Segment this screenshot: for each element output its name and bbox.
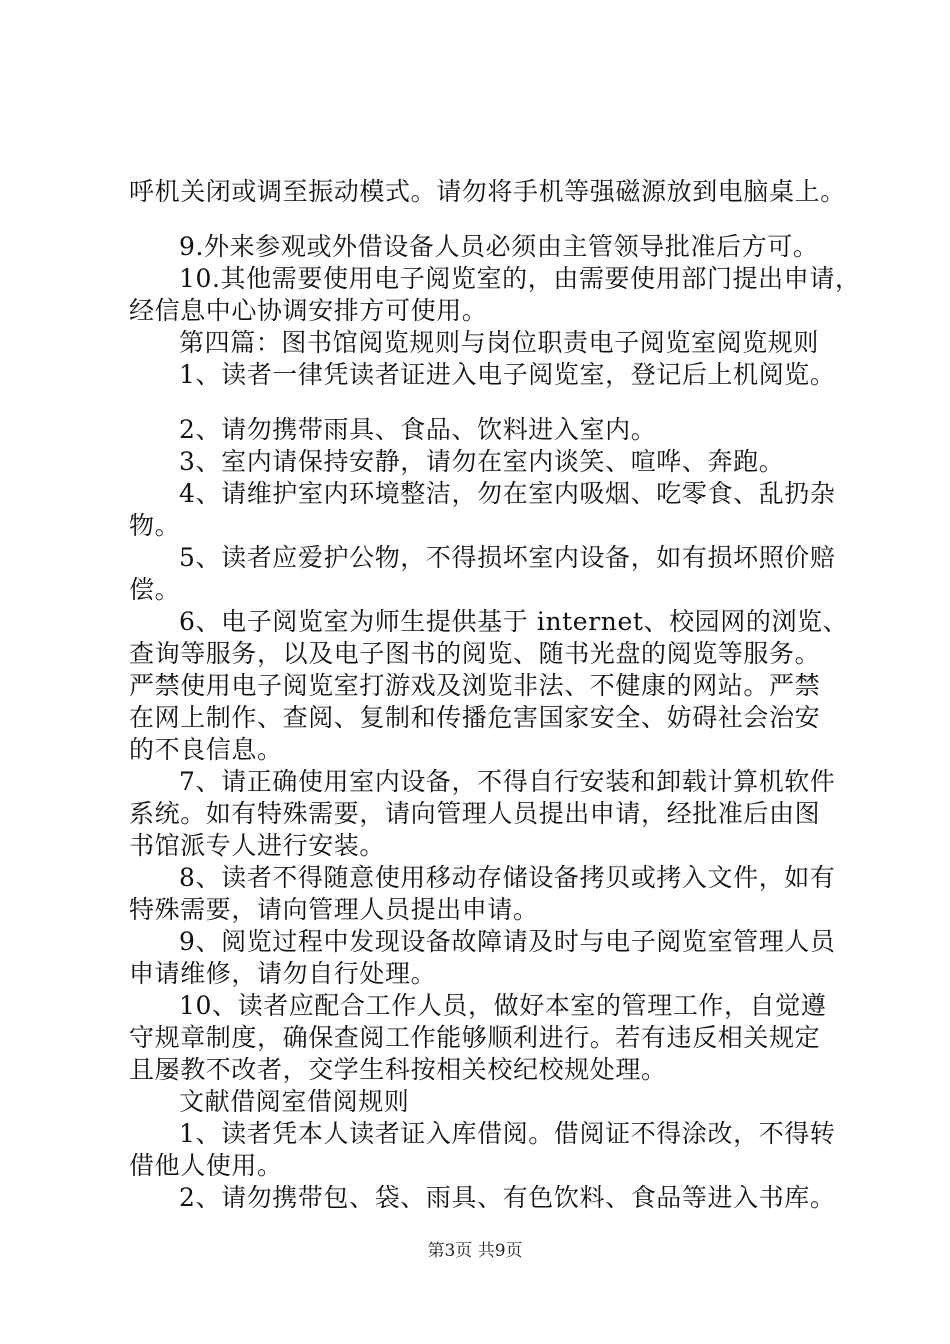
paragraph-line: 呼机关闭或调至振动模式。请勿将手机等强磁源放到电脑桌上。 bbox=[129, 177, 846, 206]
paragraph-spacing bbox=[129, 208, 841, 231]
paragraph-line: 8、读者不得随意使用移动存储设备拷贝或拷入文件，如有 bbox=[179, 863, 836, 892]
paragraph-line: 1、读者一律凭读者证进入电子阅览室，登记后上机阅览。 bbox=[179, 360, 836, 389]
paragraph-line: 6、电子阅览室为师生提供基于 internet、校园网的浏览、 bbox=[179, 607, 849, 636]
paragraph-line: 且屡教不改者，交学生科按相关校纪校规处理。 bbox=[129, 1055, 667, 1084]
paragraph-line: 系统。如有特殊需要，请向管理人员提出申请，经批准后由图 bbox=[129, 799, 821, 828]
section-heading: 第四篇：图书馆阅览规则与岗位职责电子阅览室阅览规则 bbox=[179, 328, 820, 357]
paragraph-line: 1、读者凭本人读者证入库借阅。借阅证不得涂改，不得转 bbox=[179, 1119, 836, 1148]
paragraph-line: 借他人使用。 bbox=[129, 1151, 283, 1180]
page-footer bbox=[0, 1240, 950, 1262]
paragraph-line: 特殊需要，请向管理人员提出申请。 bbox=[129, 895, 539, 924]
paragraph-line: 3、室内请保持安静，请勿在室内谈笑、喧哗、奔跑。 bbox=[179, 447, 785, 476]
paragraph-line: 5、读者应爱护公物，不得损坏室内设备，如有损坏照价赔 bbox=[179, 543, 836, 572]
paragraph-line: 经信息中心协调安排方可使用。 bbox=[129, 296, 488, 325]
paragraph-line: 物。 bbox=[129, 511, 181, 540]
paragraph-line: 偿。 bbox=[129, 575, 181, 604]
paragraph-line: 严禁使用电子阅览室打游戏及浏览非法、不健康的网站。严禁 bbox=[129, 671, 821, 700]
paragraph-line: 守规章制度，确保查阅工作能够顺利进行。若有违反相关规定 bbox=[129, 1023, 821, 1052]
section-heading: 文献借阅室借阅规则 bbox=[179, 1087, 410, 1116]
paragraph-line: 2、请勿携带包、袋、雨具、有色饮料、食品等进入书库。 bbox=[179, 1183, 836, 1212]
paragraph-line: 7、请正确使用室内设备，不得自行安装和卸载计算机软件 bbox=[179, 767, 836, 796]
paragraph-line: 10.其他需要使用电子阅览室的，由需要使用部门提出申请， bbox=[179, 264, 861, 293]
document-body bbox=[129, 176, 861, 1214]
paragraph-line: 9.外来参观或外借设备人员必须由主管领导批准后方可。 bbox=[179, 232, 819, 261]
paragraph-line: 的不良信息。 bbox=[129, 735, 283, 764]
paragraph-line: 在网上制作、查阅、复制和传播危害国家安全、妨碍社会治安 bbox=[129, 703, 821, 732]
paragraph-spacing bbox=[129, 391, 841, 414]
paragraph-line: 2、请勿携带雨具、食品、饮料进入室内。 bbox=[179, 415, 657, 444]
paragraph-line: 书馆派专人进行安装。 bbox=[129, 831, 386, 860]
page-number: 第3页 共9页 bbox=[427, 1241, 523, 1261]
paragraph-line: 10、读者应配合工作人员，做好本室的管理工作，自觉遵 bbox=[179, 991, 827, 1020]
paragraph-line: 9、阅览过程中发现设备故障请及时与电子阅览室管理人员 bbox=[179, 927, 836, 956]
paragraph-line: 4、请维护室内环境整洁，勿在室内吸烟、吃零食、乱扔杂 bbox=[179, 479, 836, 508]
paragraph-line: 查询等服务，以及电子图书的阅览、随书光盘的阅览等服务。 bbox=[129, 639, 821, 668]
paragraph-line: 申请维修，请勿自行处理。 bbox=[129, 959, 437, 988]
